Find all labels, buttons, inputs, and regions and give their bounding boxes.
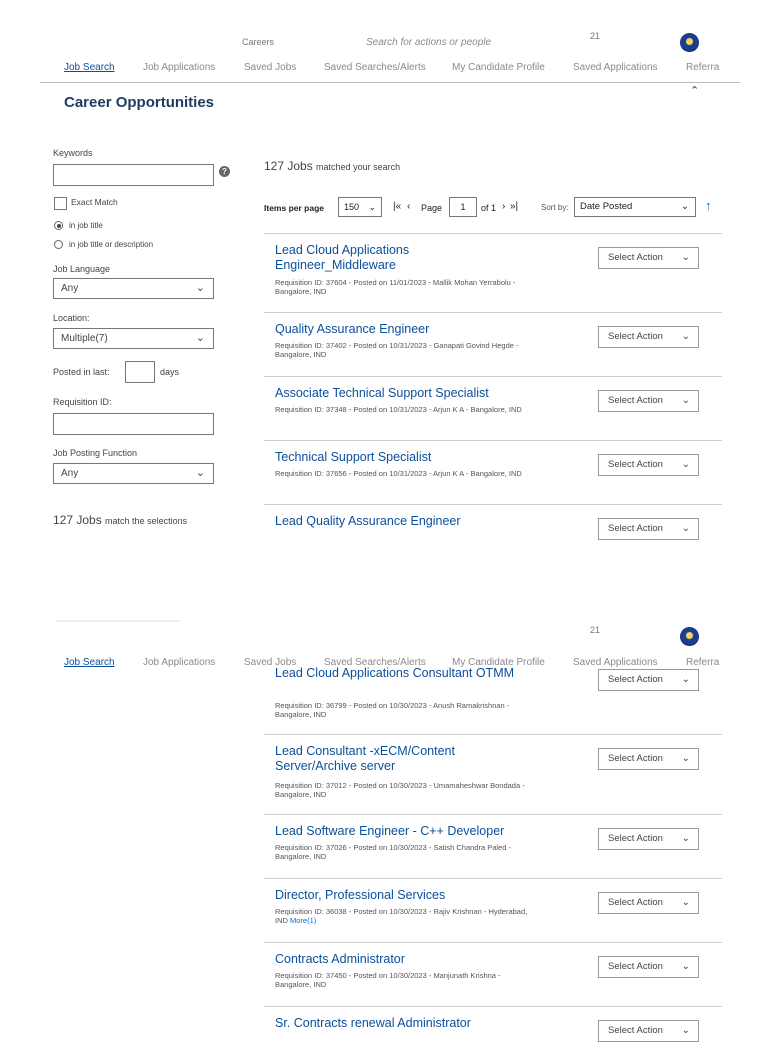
select-action-button[interactable] xyxy=(598,1020,699,1042)
job-meta: Requisition ID: 36799 - Posted on 10/30/2023 - Anush Ramakrishnan - Bangalore, IND xyxy=(275,701,510,719)
job-row xyxy=(264,814,722,878)
scrolled-job-list xyxy=(0,666,768,1036)
job-meta: Requisition ID: 37604 - Posted on 11/01/2023 - Mallik Mohan Yerrabolu - Bangalore, IND xyxy=(275,278,516,296)
select-action-button[interactable] xyxy=(598,247,699,269)
job-row xyxy=(264,376,722,440)
radio-in-title-or-description-label: in job title or description xyxy=(69,240,154,249)
chevron-down-icon: ⌄ xyxy=(681,459,690,470)
job-title-link[interactable]: Technical Support Specialist xyxy=(275,450,432,464)
chevron-down-icon: ⌄ xyxy=(368,202,376,212)
chevron-down-icon: ⌄ xyxy=(681,331,690,342)
sticky-nav xyxy=(0,657,740,677)
select-action-label: Select Action xyxy=(608,331,663,342)
location-label: Location: xyxy=(53,313,90,323)
notification-count[interactable]: 21 xyxy=(590,31,601,41)
location-value: Multiple(7) xyxy=(61,333,108,344)
select-action-label: Select Action xyxy=(608,897,663,908)
job-title-link[interactable]: Director, Professional Services xyxy=(275,888,446,902)
page-label: Page xyxy=(421,203,443,213)
job-title-link[interactable]: Lead Cloud Applications Consultant OTMM xyxy=(275,666,515,680)
job-row xyxy=(264,642,722,734)
chevron-down-icon: ⌄ xyxy=(681,523,690,534)
exact-match-label: Exact Match xyxy=(71,197,118,207)
chevron-down-icon: ⌄ xyxy=(681,1025,690,1036)
tab-job-applications[interactable]: Job Applications xyxy=(143,657,216,668)
job-meta: Requisition ID: 37450 - Posted on 10/30/2023 - Manjunath Krishna - Bangalore, IND xyxy=(275,971,501,989)
tab-candidate-profile[interactable]: My Candidate Profile xyxy=(452,62,545,73)
of-pages-label: of 1 xyxy=(481,203,497,213)
chevron-down-icon: ⌄ xyxy=(195,467,205,479)
job-posting-function-value: Any xyxy=(61,468,79,479)
nav-divider xyxy=(40,82,740,83)
chevron-down-icon: ⌄ xyxy=(681,961,690,972)
chevron-down-icon: ⌄ xyxy=(681,753,690,764)
filter-match-count xyxy=(53,513,187,527)
job-language-label: Job Language xyxy=(53,264,111,274)
select-action-label: Select Action xyxy=(608,523,663,534)
prev-page-icon[interactable]: ‹ xyxy=(407,201,411,212)
items-per-page-select[interactable] xyxy=(338,197,382,217)
select-action-button[interactable] xyxy=(598,454,699,476)
tab-job-search[interactable]: Job Search xyxy=(64,62,115,73)
select-action-button[interactable] xyxy=(598,748,699,770)
select-action-button[interactable] xyxy=(598,326,699,348)
tab-job-search[interactable]: Job Search xyxy=(64,657,115,668)
filter-match-count-suffix: match the selections xyxy=(105,516,188,526)
job-row xyxy=(264,312,722,376)
job-title-link[interactable]: Lead Software Engineer - C++ Developer xyxy=(275,824,505,838)
notification-count[interactable]: 21 xyxy=(590,625,601,635)
job-title-link[interactable]: Associate Technical Support Specialist xyxy=(275,386,489,400)
job-row xyxy=(264,440,722,504)
tab-saved-searches[interactable]: Saved Searches/Alerts xyxy=(324,657,426,668)
job-row xyxy=(264,1006,722,1046)
job-posting-function-label: Job Posting Function xyxy=(53,448,138,458)
job-language-select[interactable] xyxy=(53,278,214,299)
tab-saved-applications[interactable]: Saved Applications xyxy=(573,62,658,73)
job-row xyxy=(264,233,722,312)
chevron-down-icon: ⌄ xyxy=(681,674,690,685)
job-title-link[interactable]: Lead Cloud Applications Engineer_Middleware xyxy=(275,243,410,272)
tab-candidate-profile[interactable]: My Candidate Profile xyxy=(452,657,545,668)
sort-by-select[interactable] xyxy=(574,197,696,217)
requisition-id-input[interactable] xyxy=(53,413,214,435)
last-page-icon[interactable]: »| xyxy=(510,201,519,212)
radio-in-job-title-label: in job title xyxy=(69,221,103,230)
job-title-link[interactable]: Quality Assurance Engineer xyxy=(275,322,430,336)
radio-in-job-title[interactable] xyxy=(54,221,63,230)
job-posting-function-select[interactable] xyxy=(53,463,214,484)
page-title: Career Opportunities xyxy=(64,94,215,111)
results-count xyxy=(264,159,400,173)
keywords-input[interactable] xyxy=(53,164,214,186)
chevron-down-icon: ⌄ xyxy=(195,332,205,344)
results-count-suffix: matched your search xyxy=(316,162,401,172)
job-title-link[interactable]: Lead Consultant -xECM/Content Server/Archive server xyxy=(275,744,455,773)
tab-saved-searches[interactable]: Saved Searches/Alerts xyxy=(324,62,426,73)
job-meta: Requisition ID: 37026 - Posted on 10/30/2023 - Satish Chandra Paled - Bangalore, IND xyxy=(275,843,511,861)
chevron-down-icon: ⌄ xyxy=(681,833,690,844)
select-action-button[interactable] xyxy=(598,828,699,850)
more-locations-link[interactable]: More(1) xyxy=(290,916,317,925)
select-action-label: Select Action xyxy=(608,753,663,764)
posted-days-input[interactable] xyxy=(125,361,155,383)
sort-by-label: Sort by: xyxy=(541,203,569,212)
job-title-link[interactable]: Lead Quality Assurance Engineer xyxy=(275,514,461,528)
select-action-label: Select Action xyxy=(608,833,663,844)
help-icon[interactable]: ? xyxy=(219,166,230,177)
job-meta: Requisition ID: 37402 - Posted on 10/31/2023 - Ganapati Govind Hegde - Bangalore, IND xyxy=(275,341,519,359)
select-action-button[interactable] xyxy=(598,892,699,914)
sort-direction-arrow-icon[interactable]: ↑ xyxy=(705,198,712,213)
job-meta-text: Requisition ID: 36038 - Posted on 10/30/2023 - Rajiv Krishnan - Hyderabad, IND xyxy=(275,907,528,925)
results-count-number: 127 Jobs xyxy=(264,159,313,173)
job-meta: Requisition ID: 37348 - Posted on 10/31/2023 - Arjun K A - Bangalore, IND xyxy=(275,405,522,414)
requisition-id-label: Requisition ID: xyxy=(53,397,112,407)
chevron-down-icon: ⌄ xyxy=(681,395,690,406)
sort-by-value: Date Posted xyxy=(580,201,633,212)
items-per-page-value: 150 xyxy=(344,202,360,212)
job-row xyxy=(264,878,722,942)
search-input[interactable]: Search for actions or people xyxy=(366,37,492,48)
tab-saved-jobs[interactable]: Saved Jobs xyxy=(244,62,297,73)
filter-match-count-number: 127 Jobs xyxy=(53,513,102,527)
select-action-button[interactable] xyxy=(598,518,699,540)
page-number-input[interactable]: 1 xyxy=(449,197,477,217)
tab-referrals[interactable]: Referra xyxy=(686,657,720,668)
select-action-label: Select Action xyxy=(608,395,663,406)
top-bar xyxy=(0,0,768,60)
avatar[interactable] xyxy=(680,33,699,52)
tab-job-applications[interactable]: Job Applications xyxy=(143,62,216,73)
select-action-button[interactable] xyxy=(598,956,699,978)
main-nav xyxy=(0,62,740,82)
loading-bar xyxy=(56,620,180,622)
select-action-label: Select Action xyxy=(608,674,663,685)
tab-saved-applications[interactable]: Saved Applications xyxy=(573,657,658,668)
keywords-label: Keywords xyxy=(53,148,93,158)
job-row xyxy=(264,504,722,554)
chevron-down-icon: ⌄ xyxy=(681,252,690,263)
careers-link[interactable]: Careers xyxy=(242,37,275,47)
next-page-icon[interactable]: › xyxy=(502,201,506,212)
select-action-label: Select Action xyxy=(608,252,663,263)
collapse-caret-icon[interactable]: ⌃ xyxy=(690,85,700,97)
job-language-value: Any xyxy=(61,283,79,294)
tab-saved-jobs[interactable]: Saved Jobs xyxy=(244,657,297,668)
radio-in-title-or-description[interactable] xyxy=(54,240,63,249)
chevron-down-icon: ⌄ xyxy=(681,201,689,212)
chevron-down-icon: ⌄ xyxy=(195,282,205,294)
exact-match-checkbox[interactable] xyxy=(54,197,67,210)
select-action-label: Select Action xyxy=(608,961,663,972)
posted-in-last-label: Posted in last: xyxy=(53,367,110,377)
job-title-link[interactable]: Sr. Contracts renewal Administrator xyxy=(275,1016,471,1030)
items-per-page-label: Items per page xyxy=(264,203,324,213)
days-label: days xyxy=(160,367,180,377)
select-action-label: Select Action xyxy=(608,459,663,470)
chevron-down-icon: ⌄ xyxy=(681,897,690,908)
job-meta: Requisition ID: 37656 - Posted on 10/31/2023 - Arjun K A - Bangalore, IND xyxy=(275,469,522,478)
select-action-button[interactable] xyxy=(598,390,699,412)
first-page-icon[interactable]: |« xyxy=(393,201,402,212)
job-meta: Requisition ID: 37012 - Posted on 10/30/2023 - Umamaheshwar Bondada - Bangalore, IND xyxy=(275,781,525,799)
job-row xyxy=(264,734,722,814)
tab-referrals[interactable]: Referra xyxy=(686,62,720,73)
select-action-label: Select Action xyxy=(608,1025,663,1036)
location-select[interactable] xyxy=(53,328,214,349)
job-meta xyxy=(275,907,535,925)
job-title-link[interactable]: Contracts Administrator xyxy=(275,952,405,966)
job-row xyxy=(264,942,722,1006)
